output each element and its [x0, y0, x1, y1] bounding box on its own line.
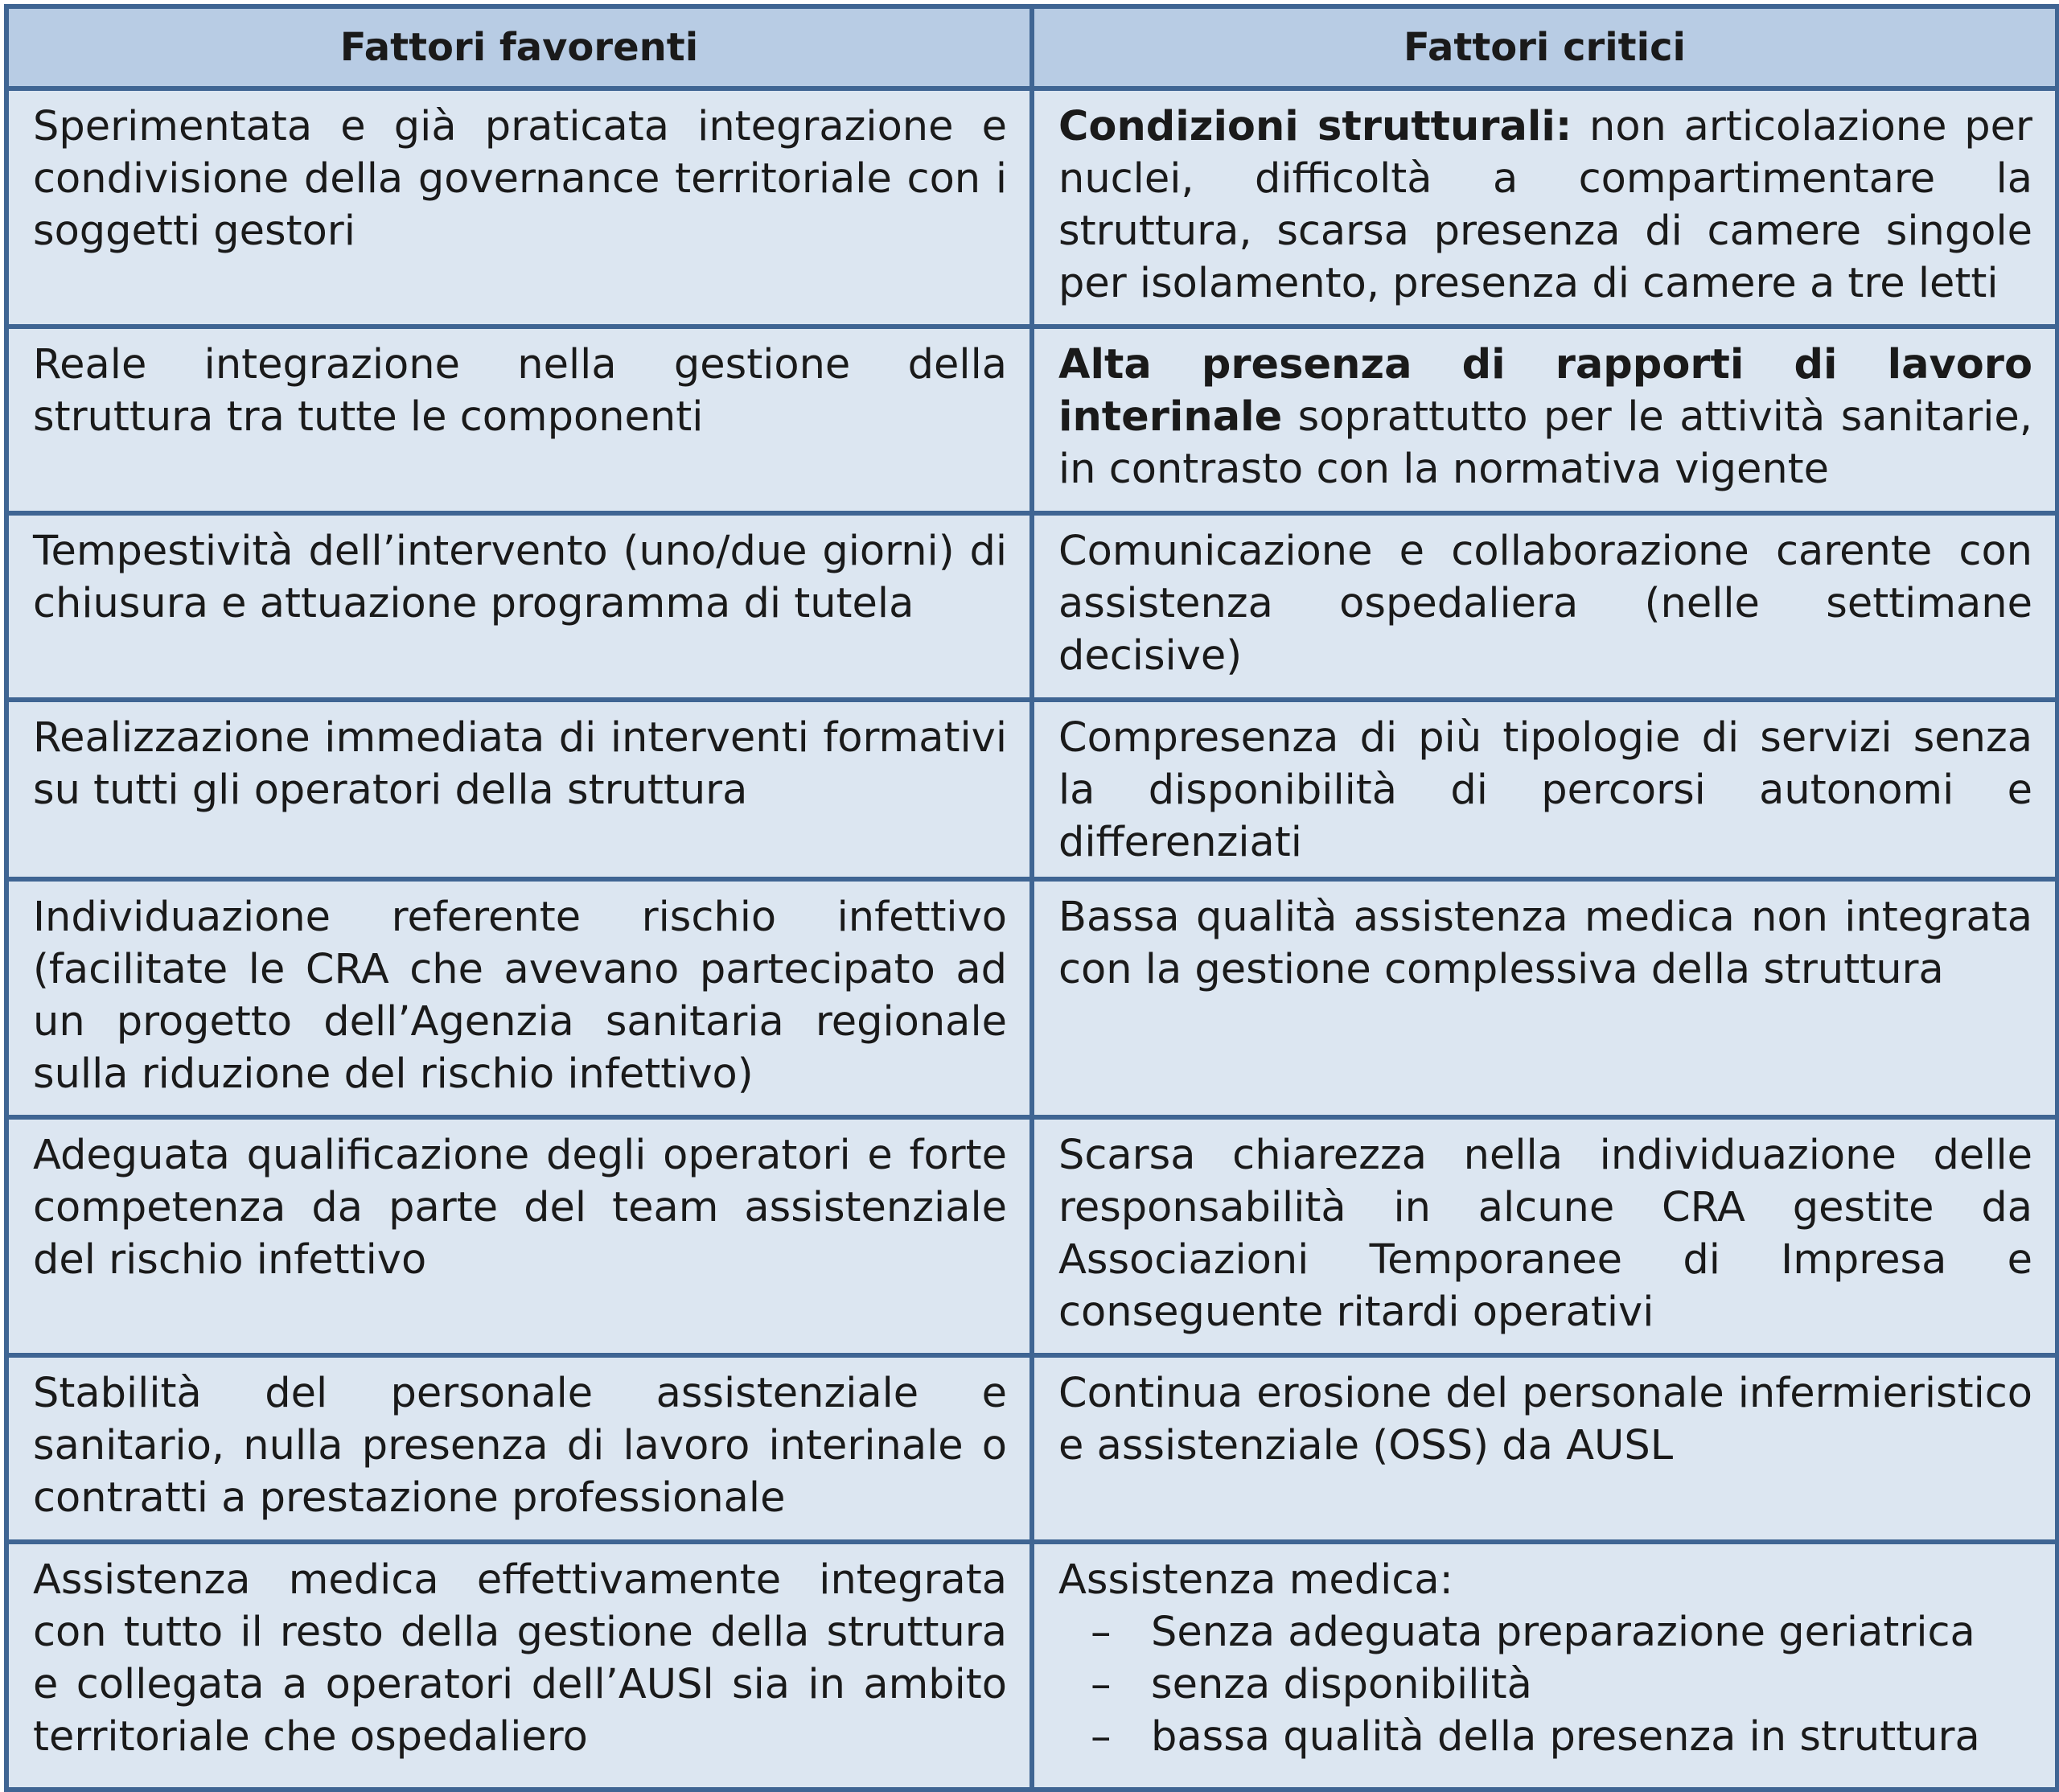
list-item: [1091, 1658, 2032, 1711]
critical-factor-text: Assistenza medica:: [1058, 1556, 1453, 1604]
header-critical-factors: Fattori critici: [1032, 6, 2057, 88]
list-item-text: senza disponibilità: [1151, 1661, 1532, 1708]
critical-factor-text: Comunicazione e collaborazione carente con assistenza ospedaliera (nelle settimane decisive): [1058, 528, 2032, 680]
favourable-factor-cell: [6, 513, 1032, 700]
critical-factor-cell: [1032, 88, 2057, 327]
favourable-factor-text: Realizzazione immediata di interventi formativi su tutti gli operatori della struttura: [33, 714, 1007, 814]
critical-factor-cell: [1032, 700, 2057, 879]
list-item: [1091, 1711, 2032, 1763]
favourable-factor-cell: [6, 700, 1032, 879]
table-row: [6, 327, 2057, 513]
critical-factor-list: [1058, 1606, 2032, 1763]
critical-factor-body: non articolazione per nuclei, difficoltà a compartimentare la struttura, scarsa presenza di camere singole per isolamento, presenza di camere a tre letti: [1058, 103, 2032, 307]
table-row: [6, 513, 2057, 700]
favourable-factor-text: Stabilità del personale assistenziale e sanitario, nulla presenza di lavoro interinale o contratti a prestazione professionale: [33, 1370, 1007, 1522]
dash-bullet: –: [1091, 1609, 1112, 1656]
critical-factor-cell: [1032, 1542, 2057, 1790]
favourable-factor-text: Reale integrazione nella gestione della struttura tra tutte le componenti: [33, 341, 1007, 441]
favourable-factor-text: Adeguata qualificazione degli operatori e forte competenza da parte del team assistenziale del rischio infettivo: [33, 1132, 1007, 1284]
critical-factor-cell: [1032, 879, 2057, 1117]
critical-factor-text: Bassa qualità assistenza medica non integrata con la gestione complessiva della struttura: [1058, 894, 2032, 993]
factors-table: [4, 4, 2059, 1792]
table-row: [6, 1542, 2057, 1790]
favourable-factor-cell: [6, 1355, 1032, 1542]
dash-bullet: –: [1091, 1661, 1112, 1708]
list-item-text: Senza adeguata preparazione geriatrica: [1151, 1609, 1975, 1656]
critical-factor-body: soprattutto per le attività sanitarie, in contrasto con la normativa vigente: [1058, 393, 2032, 493]
critical-factor-text: Continua erosione del personale infermieristico e assistenziale (OSS) da AUSL: [1058, 1370, 2032, 1469]
favourable-factor-cell: [6, 1542, 1032, 1790]
header-row: [6, 6, 2057, 88]
list-item: [1091, 1606, 2032, 1658]
dash-bullet: –: [1091, 1713, 1112, 1761]
favourable-factor-cell: [6, 327, 1032, 513]
favourable-factor-cell: [6, 1117, 1032, 1355]
favourable-factor-text: Assistenza medica effettivamente integrata con tutto il resto della gestione della struttura e collegata a operatori dell’AUSl sia in ambito territoriale che ospedaliero: [33, 1556, 1007, 1761]
critical-factor-text: [1058, 101, 2032, 310]
critical-factor-cell: [1032, 1117, 2057, 1355]
critical-factor-heading: Condizioni strutturali:: [1058, 103, 1572, 150]
favourable-factor-cell: [6, 88, 1032, 327]
critical-factor-heading: Alta presenza di rapporti di lavoro interinale: [1058, 341, 2032, 441]
favourable-factor-cell: [6, 879, 1032, 1117]
critical-factor-text: [1058, 339, 2032, 495]
table-row: [6, 700, 2057, 879]
header-favourable-factors: Fattori favorenti: [6, 6, 1032, 88]
critical-factor-text: Scarsa chiarezza nella individuazione delle responsabilità in alcune CRA gestite da Associazioni Temporanee di Impresa e conseguente ritardi operativi: [1058, 1132, 2032, 1336]
list-item-text: bassa qualità della presenza in struttura: [1151, 1713, 1980, 1761]
critical-factor-cell: [1032, 513, 2057, 700]
table-row: [6, 88, 2057, 327]
critical-factor-cell: [1032, 327, 2057, 513]
table-row: [6, 879, 2057, 1117]
favourable-factor-text: Individuazione referente rischio infettivo (facilitate le CRA che avevano partecipato ad un progetto dell’Agenzia sanitaria regionale sulla riduzione del rischio infettivo): [33, 894, 1007, 1098]
favourable-factor-text: Sperimentata e già praticata integrazione e condivisione della governance territoriale con i soggetti gestori: [33, 103, 1007, 255]
favourable-factor-text: Tempestività dell’intervento (uno/due giorni) di chiusura e attuazione programma di tutela: [33, 528, 1007, 627]
critical-factor-cell: [1032, 1355, 2057, 1542]
critical-factor-text: Compresenza di più tipologie di servizi senza la disponibilità di percorsi autonomi e differenziati: [1058, 714, 2032, 866]
table-row: [6, 1117, 2057, 1355]
table-row: [6, 1355, 2057, 1542]
